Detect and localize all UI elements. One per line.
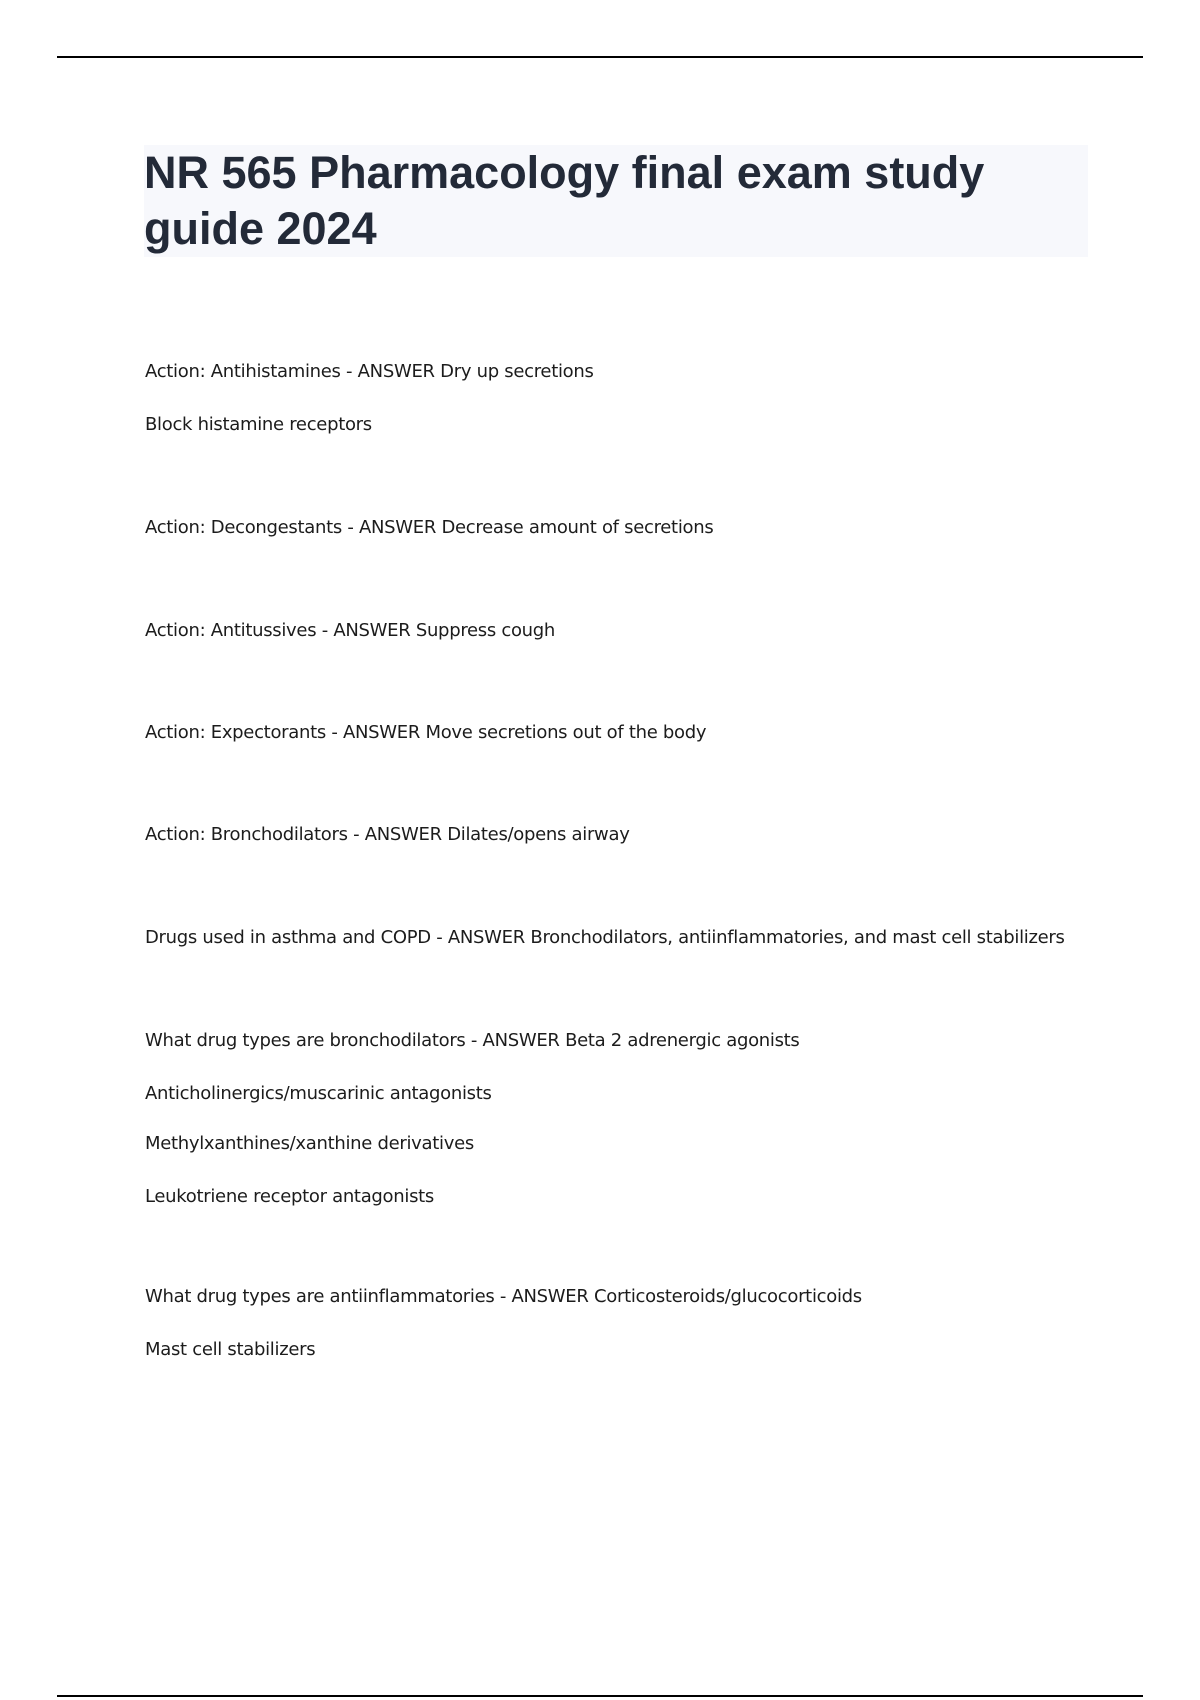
question-text: Action: Antihistamines <box>145 361 341 382</box>
qa-line <box>145 619 555 643</box>
answer-separator: - ANSWER <box>340 361 441 382</box>
answer-continuation: Mast cell stabilizers <box>145 1339 316 1360</box>
answer-separator: - ANSWER <box>430 927 531 948</box>
question-text: Action: Decongestants <box>145 517 342 538</box>
qa-line <box>145 1029 800 1053</box>
answer-separator: - ANSWER <box>316 620 416 641</box>
question-text: What drug types are antiinflammatories <box>145 1286 495 1307</box>
answer-text: Corticosteroids/glucocorticoids <box>593 1286 862 1307</box>
question-text: Drugs used in asthma and COPD <box>145 927 431 948</box>
answer-separator: - ANSWER <box>465 1030 566 1051</box>
answer-text: Beta 2 adrenergic agonists <box>565 1030 800 1051</box>
answer-text: Dry up secretions <box>440 361 594 382</box>
answer-text: Bronchodilators, antiinflammatories, and mast cell stabilizers <box>530 927 1065 948</box>
answer-text: Decrease amount of secretions <box>441 517 714 538</box>
answer-text: Suppress cough <box>415 620 556 641</box>
answer-continuation: Block histamine receptors <box>145 414 372 435</box>
qa-line <box>145 721 706 745</box>
answer-text: Move secretions out of the body <box>425 722 707 743</box>
qa-line <box>145 1285 862 1309</box>
qa-line <box>145 516 713 540</box>
answer-separator: - ANSWER <box>341 517 442 538</box>
answer-continuation: Anticholinergics/muscarinic antagonists <box>145 1083 492 1104</box>
answer-separator: - ANSWER <box>347 824 448 845</box>
answer-continuation: Methylxanthines/xanthine derivatives <box>145 1133 474 1154</box>
title-block <box>144 145 1088 257</box>
answer-separator: - ANSWER <box>494 1286 594 1307</box>
page-title: NR 565 Pharmacology final exam study guide 2024 <box>144 147 985 254</box>
question-text: Action: Bronchodilators <box>145 824 348 845</box>
qa-line <box>145 926 1065 950</box>
question-text: Action: Expectorants <box>145 722 326 743</box>
top-rule <box>57 56 1143 58</box>
question-text: Action: Antitussives <box>145 620 317 641</box>
answer-text: Dilates/opens airway <box>447 824 630 845</box>
answer-separator: - ANSWER <box>325 722 426 743</box>
answer-continuation: Leukotriene receptor antagonists <box>145 1186 434 1207</box>
question-text: What drug types are bronchodilators <box>145 1030 466 1051</box>
qa-line <box>145 823 630 847</box>
qa-line <box>145 360 594 384</box>
bottom-rule <box>57 1695 1143 1697</box>
